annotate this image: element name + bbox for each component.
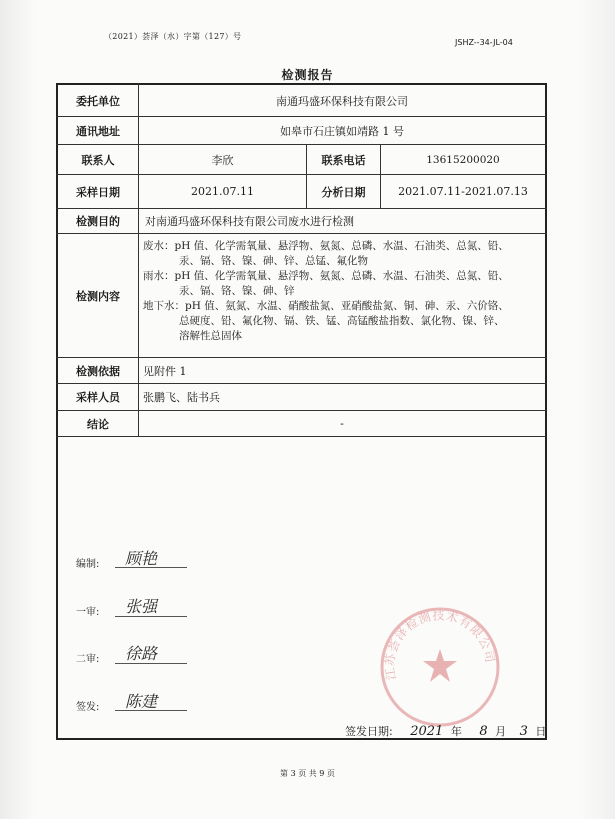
address-value: 如皋市石庄镇如靖路 1 号 bbox=[280, 124, 404, 138]
day-unit: 日 bbox=[535, 725, 547, 738]
groundwater-items-cont: 总硬度、铅、氟化物、镉、铁、锰、高锰酸盐指数、氯化物、镍、锌、 bbox=[179, 315, 505, 327]
groundwater-items: 地下水：pH 值、氨氮、水温、硝酸盐氮、亚硝酸盐氮、铜、砷、汞、六价铬、 bbox=[143, 300, 509, 312]
review1-signature: 张强 bbox=[125, 597, 158, 616]
analysis-date-label: 分析日期 bbox=[321, 185, 366, 199]
issue-day: 3 bbox=[519, 724, 528, 739]
company-seal-icon bbox=[378, 605, 502, 729]
wastewater-items-cont: 汞、镉、铬、镍、砷、锌、总锰、氟化物 bbox=[179, 255, 368, 267]
issue-signature: 陈建 bbox=[125, 692, 158, 711]
rainwater-items: 雨水：pH 值、化学需氧量、悬浮物、氨氮、总磷、水温、石油类、总氮、铅、 bbox=[143, 270, 509, 282]
conclusion-label: 结论 bbox=[87, 417, 109, 431]
compile-label: 编制: bbox=[76, 559, 100, 570]
content-list bbox=[143, 239, 509, 344]
review1-label: 一审: bbox=[76, 607, 100, 618]
signature-line bbox=[115, 616, 187, 617]
basis-label: 检测依据 bbox=[76, 364, 120, 378]
sampling-date-label: 采样日期 bbox=[76, 185, 120, 199]
content-label: 检测内容 bbox=[76, 289, 120, 303]
phone-label: 联系电话 bbox=[321, 153, 366, 167]
basis-value: 见附件 1 bbox=[143, 364, 187, 378]
signature-line bbox=[115, 663, 187, 664]
issue-month: 8 bbox=[479, 724, 488, 739]
document-number: （2021）荟泽（水）字第（127）号 bbox=[104, 32, 242, 41]
compile-signature: 顾艳 bbox=[125, 549, 158, 568]
issue-date-label: 签发日期: bbox=[345, 725, 393, 738]
client-value: 南通玛盛环保科技有限公司 bbox=[276, 94, 408, 108]
signature-line bbox=[115, 710, 187, 711]
issue-label: 签发: bbox=[76, 702, 100, 713]
groundwater-items-cont2: 溶解性总固体 bbox=[179, 330, 242, 342]
form-code: JSHZ--34-JL-04 bbox=[455, 38, 513, 47]
issue-date bbox=[345, 723, 546, 739]
sampler-value: 张鹏飞、陆书兵 bbox=[143, 391, 220, 404]
review2-signature: 徐路 bbox=[125, 644, 158, 663]
address-label: 通讯地址 bbox=[76, 124, 120, 138]
year-unit: 年 bbox=[450, 725, 462, 738]
seal-text: 江苏荟泽检测技术有限公司 bbox=[382, 608, 498, 681]
review2-label: 二审: bbox=[76, 654, 100, 665]
purpose-value: 对南通玛盛环保科技有限公司废水进行检测 bbox=[145, 215, 354, 228]
sampler-label: 采样人员 bbox=[76, 391, 120, 404]
purpose-label: 检测目的 bbox=[76, 215, 120, 228]
rainwater-items-cont: 汞、镉、铬、镍、砷、锌 bbox=[179, 285, 295, 297]
signature-line bbox=[115, 567, 187, 568]
analysis-date-value: 2021.07.11-2021.07.13 bbox=[398, 185, 528, 198]
contact-label: 联系人 bbox=[81, 153, 115, 167]
row-divider bbox=[56, 436, 547, 437]
sampling-date-value: 2021.07.11 bbox=[191, 185, 254, 198]
conclusion-value: - bbox=[340, 417, 344, 430]
issue-year: 2021 bbox=[410, 724, 444, 739]
wastewater-items: 废水：pH 值、化学需氧量、悬浮物、氨氮、总磷、水温、石油类、总氮、铅、 bbox=[143, 240, 509, 252]
phone-value: 13615200020 bbox=[426, 153, 500, 166]
client-label: 委托单位 bbox=[76, 94, 120, 108]
contact-value: 李欣 bbox=[211, 153, 234, 167]
page-title: 检测报告 bbox=[281, 68, 334, 82]
month-unit: 月 bbox=[495, 725, 507, 738]
page-number: 第 3 页 共 9 页 bbox=[280, 769, 335, 778]
